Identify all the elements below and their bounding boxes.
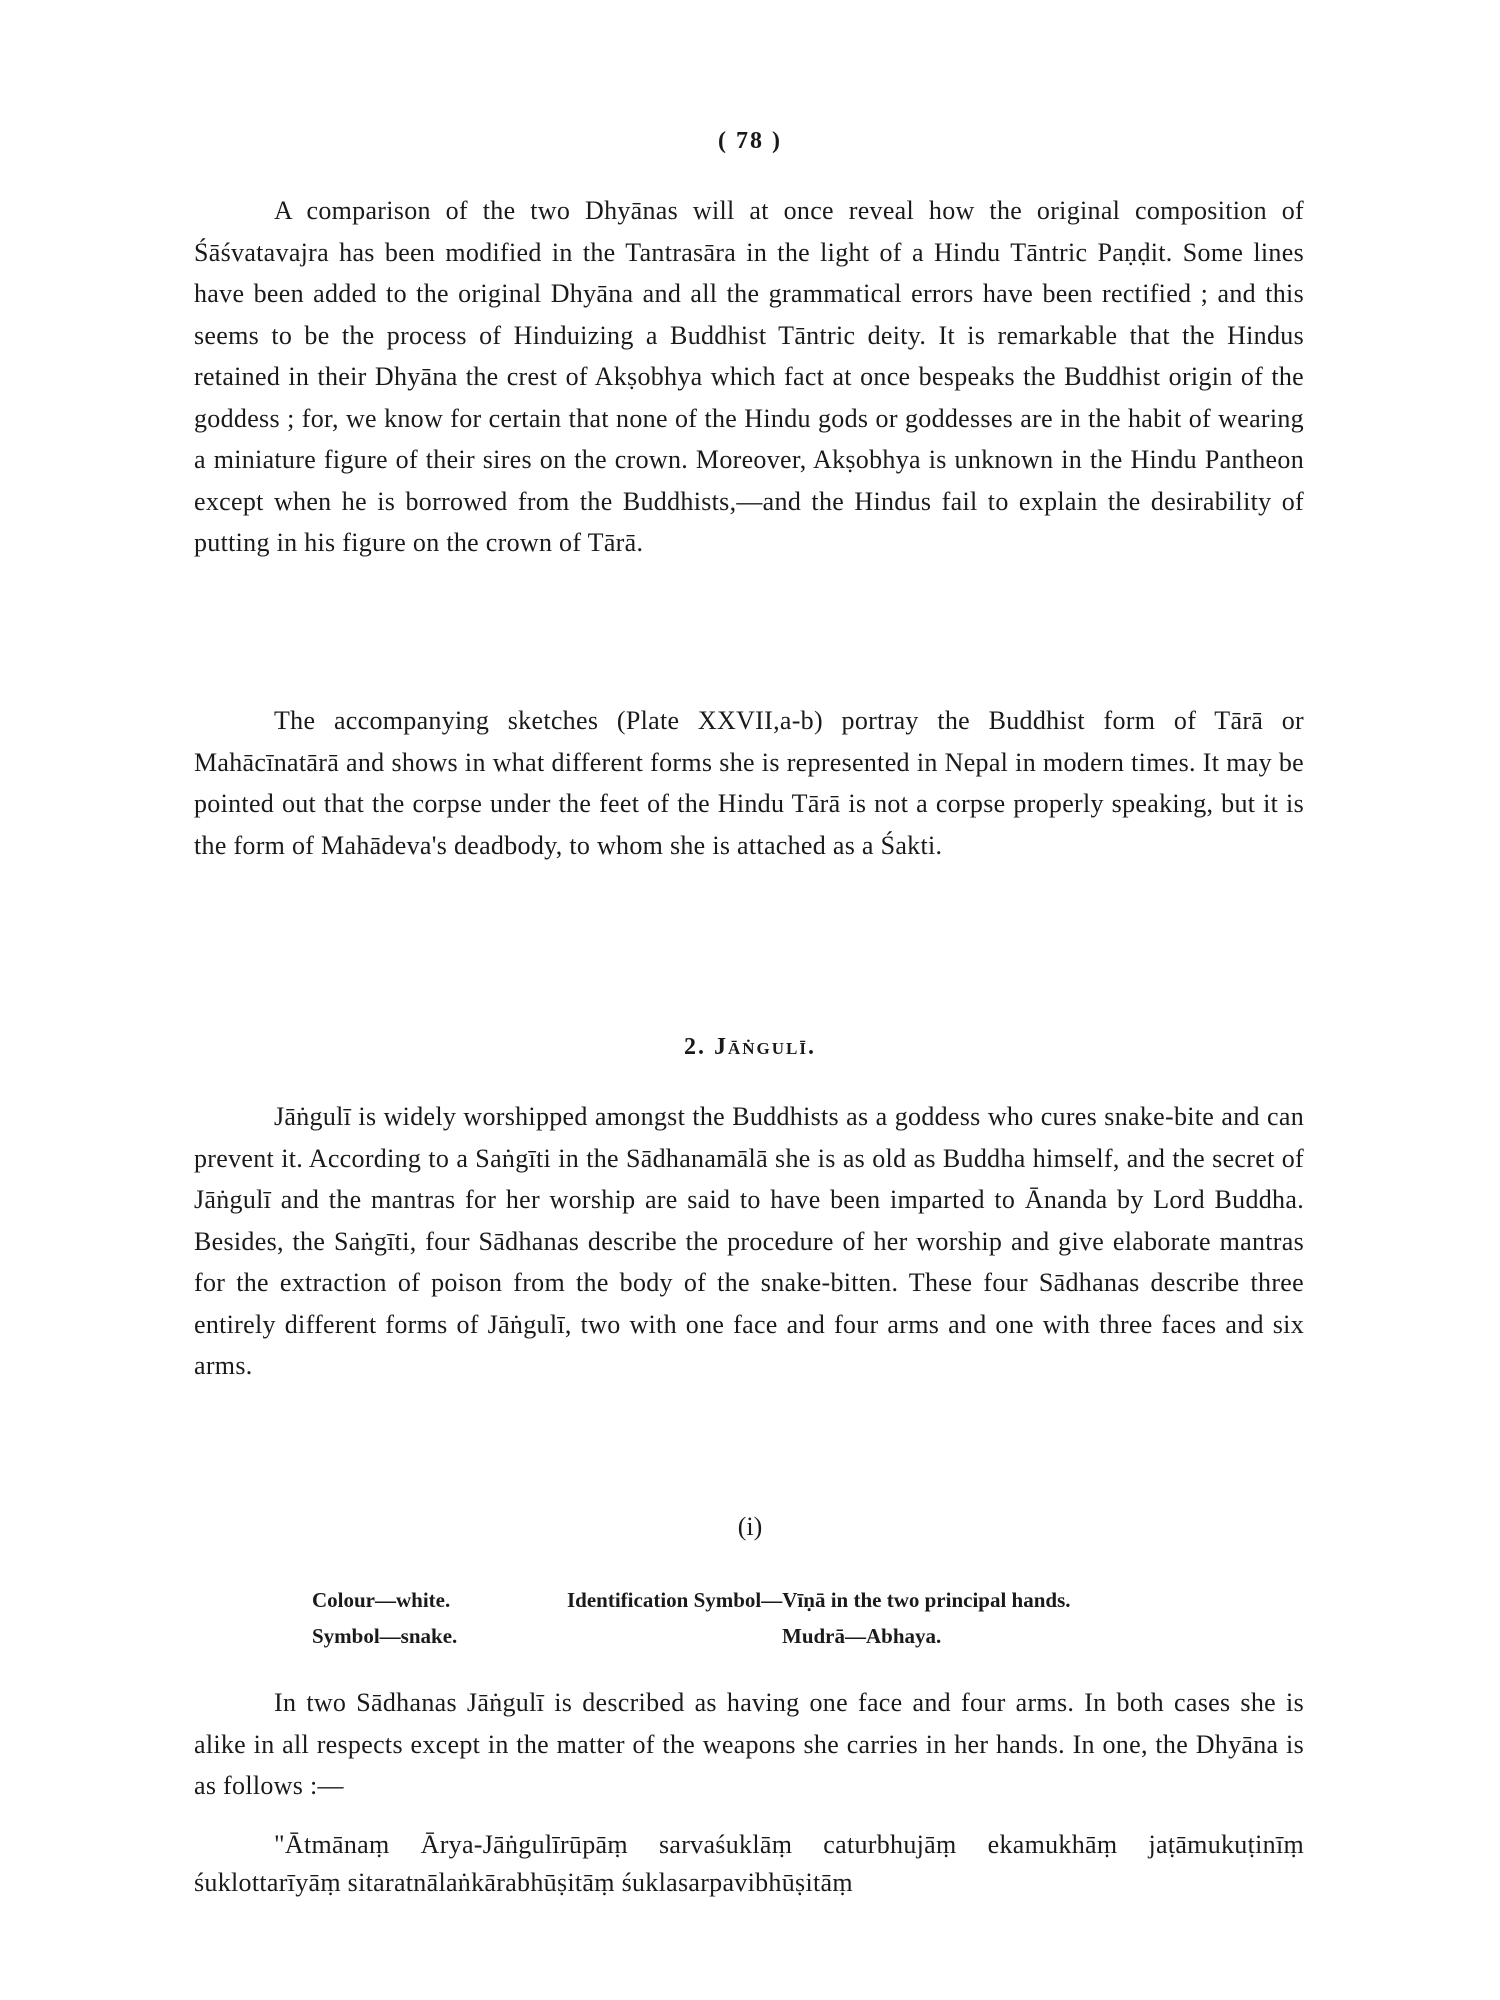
attribute-symbol: Symbol—snake. [312,1624,458,1648]
section-heading-janguli [0,1034,1500,1061]
paragraph-dhyana-comparison: A comparison of the two Dhyānas will at once reveal how the original composition of Śāśvatavajra has been modified in the Tantrasāra in the light of a Hindu Tāntric Paṇḍit. Some lines have been added to the original Dhyāna and all the grammatical errors have been rectified ; and this seems to be the process of Hinduizing a Buddhist Tāntric deity. It is remarkable that the Hindus retained in their Dhyāna the crest of Akṣobhya which fact at once bespeaks the Buddhist origin of the goddess ; for, we know for certain that none of the Hindu gods or goddesses are in the habit of wearing a miniature figure of their sires on the crown. Moreover, Akṣobhya is unknown in the Hindu Pantheon except when he is borrowed from the Buddhists,—and the Hindus fail to explain the desirability of putting in his figure on the crown of Tārā. [194,196,1304,557]
subsection-label: (i) [737,1512,763,1541]
paragraph-janguli-intro: Jāṅgulī is widely worshipped amongst the Buddhists as a goddess who cures snake-bite and can prevent it. According to a Saṅgīti in the Sādhanamālā she is as old as Buddha himself, and the secret of Jāṅgulī and the mantras for her worship are said to have been imparted to Ānanda by Lord Buddha. Besides, the Saṅgīti, four Sādhanas describe the procedure of her worship and give elaborate mantras for the extraction of poison from the body of the snake-bitten. These four Sādhanas describe three entirely different forms of Jāṅgulī, two with one face and four arms and one with three faces and six arms. [194,1102,1304,1380]
attributes-row-1 [312,1582,1272,1618]
paragraph-accompanying-sketches: The accompanying sketches (Plate XXVII,a-b) portray the Buddhist form of Tārā or Mahācīnatārā and shows in what different forms she is represented in Nepal in modern times. It may be pointed out that the corpse under the feet of the Hindu Tārā is not a corpse properly speaking, but it is the form of Mahādeva's deadbody, to whom she is attached as a Śakti. [194,706,1304,860]
iconography-attributes [312,1582,1272,1654]
attributes-row-2 [312,1618,1272,1654]
attribute-identification-symbol: Identification Symbol—Vīṇā in the two principal hands. [567,1588,1071,1612]
attribute-colour: Colour—white. [312,1588,451,1612]
paragraph-two-sadhanas: In two Sādhanas Jāṅgulī is described as having one face and four arms. In both cases she is alike in all respects except in the matter of the weapons she carries in her hands. In one, the Dhyāna is as follows :— [194,1688,1304,1800]
section-number: 2. [683,1034,706,1060]
dhyana-quotation: "Ātmānaṃ Ārya-Jāṅgulīrūpāṃ sarvaśuklāṃ caturbhujāṃ ekamukhāṃ jaṭāmukuṭinīṃ śuklottarīyāṃ sitaratnālaṅkārabhūṣitāṃ śuklasarpavibhūṣitāṃ [194,1830,1304,1897]
page-number: ( 78 ) [718,128,782,154]
attribute-mudra: Mudrā—Abhaya. [782,1624,942,1648]
section-title: Jāṅgulī. [713,1034,816,1060]
